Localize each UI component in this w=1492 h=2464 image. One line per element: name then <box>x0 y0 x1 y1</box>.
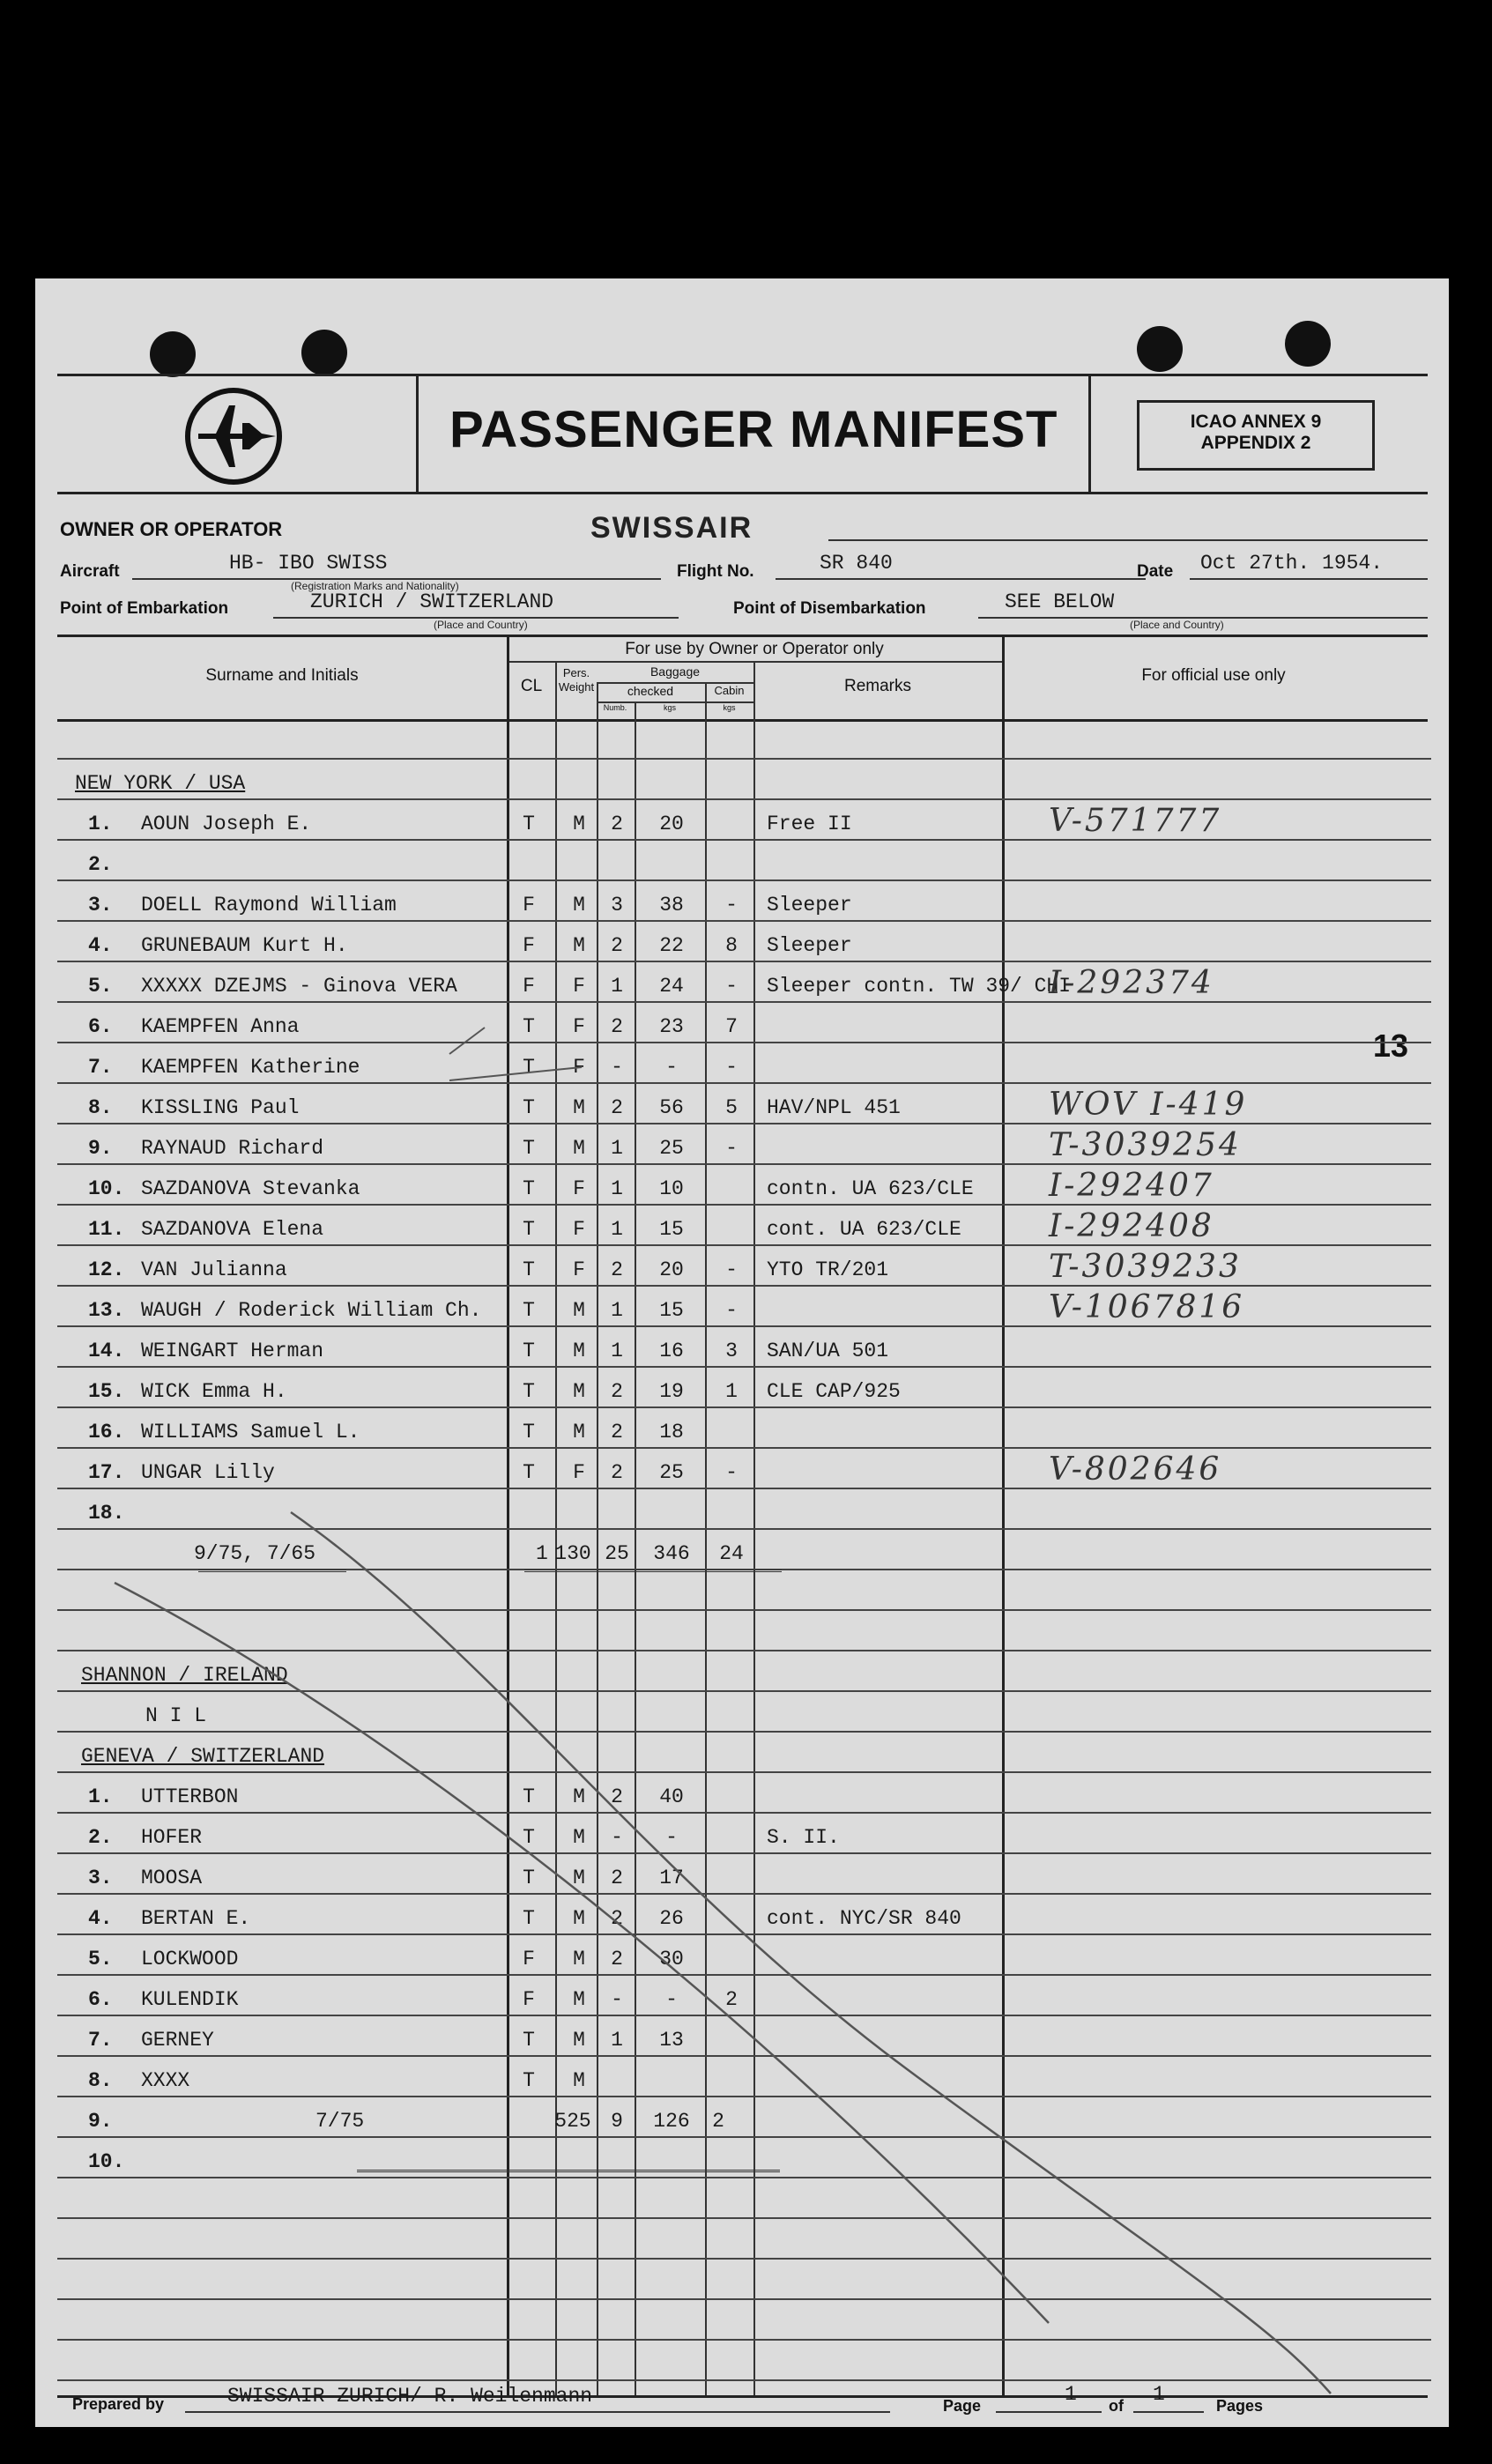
row-number: 8. <box>88 2069 113 2092</box>
baggage-number-cell: 2 <box>611 1096 623 1119</box>
pers-weight-cell: M <box>573 2069 585 2092</box>
baggage-kgs-cell: 17 <box>659 1867 684 1889</box>
row-number: 5. <box>88 975 113 998</box>
passenger-name: SAZDANOVA Stevanka <box>141 1177 360 1200</box>
geneva-total-cb: 2 <box>712 2110 724 2133</box>
cabin-kgs-cell: - <box>725 1461 738 1484</box>
remarks-cell: Sleeper <box>767 894 852 917</box>
passenger-name: KULENDIK <box>141 1988 239 2011</box>
cabin-kgs-cell: 2 <box>725 1988 738 2011</box>
baggage-number-cell: 1 <box>611 1299 623 1322</box>
baggage-number-cell: 1 <box>611 975 623 998</box>
newyork-total-bn: 25 <box>605 1542 629 1565</box>
cabin-kgs-cell: - <box>725 1137 738 1160</box>
newyork-total-cb: 24 <box>719 1542 744 1565</box>
remarks-cell: SAN/UA 501 <box>767 1340 889 1362</box>
pers-weight-cell: M <box>573 934 585 957</box>
baggage-number-cell: 1 <box>611 1218 623 1241</box>
baggage-kgs-cell: 10 <box>659 1177 684 1200</box>
of-label: of <box>1109 2397 1124 2415</box>
class-cell: T <box>523 1258 535 1281</box>
passenger-name: RAYNAUD Richard <box>141 1137 324 1160</box>
baggage-kgs-cell: 56 <box>659 1096 684 1119</box>
baggage-number-cell: 2 <box>611 1015 623 1038</box>
cabin-kgs-cell: 1 <box>725 1380 738 1403</box>
baggage-kgs-cell: 18 <box>659 1421 684 1444</box>
baggage-number-cell: 1 <box>611 1177 623 1200</box>
baggage-number-cell: 2 <box>611 1421 623 1444</box>
class-cell: F <box>523 894 535 917</box>
pers-weight-cell: M <box>573 1096 585 1119</box>
baggage-kgs-cell: - <box>665 1056 678 1079</box>
col-cl: CL <box>520 677 543 695</box>
disembark-label: Point of Disembarkation <box>733 599 926 618</box>
col-cabin: Cabin <box>714 684 745 697</box>
row-number: 18. <box>88 1502 125 1525</box>
icao-line1: ICAO ANNEX 9 <box>1190 412 1322 432</box>
passenger-name: UNGAR Lilly <box>141 1461 275 1484</box>
section-geneva: GENEVA / SWITZERLAND <box>81 1745 325 1768</box>
baggage-number-cell: 2 <box>611 1867 623 1889</box>
aircraft-value: HB- IBO SWISS <box>229 552 388 575</box>
row-number: 15. <box>88 1380 125 1403</box>
row-number: 13. <box>88 1299 125 1322</box>
row-number: 12. <box>88 1258 125 1281</box>
geneva-total-bn: 9 <box>611 2110 623 2133</box>
geneva-total-bk: 126 <box>653 2110 690 2133</box>
cabin-kgs-cell: - <box>725 975 738 998</box>
row-number: 9. <box>88 1137 113 1160</box>
class-cell: T <box>523 1218 535 1241</box>
baggage-number-cell: - <box>611 1988 623 2011</box>
remarks-cell: cont. UA 623/CLE <box>767 1218 961 1241</box>
baggage-number-cell: 1 <box>611 1137 623 1160</box>
col-owner-use: For use by Owner or Operator only <box>625 640 884 658</box>
prepared-label: Prepared by <box>72 2395 165 2413</box>
pers-weight-cell: M <box>573 1299 585 1322</box>
baggage-number-cell: 2 <box>611 1461 623 1484</box>
section-shannon: SHANNON / IRELAND <box>81 1664 288 1687</box>
official-use-cell: I-292374 <box>1049 965 1214 1001</box>
section-newyork: NEW YORK / USA <box>75 772 246 795</box>
pers-weight-cell: M <box>573 2029 585 2052</box>
passenger-name: MOOSA <box>141 1867 203 1889</box>
flight-value: SR 840 <box>820 552 893 575</box>
newyork-total-pw: 130 <box>554 1542 591 1565</box>
row-number: 2. <box>88 853 113 876</box>
remarks-cell: YTO TR/201 <box>767 1258 889 1281</box>
pers-weight-cell: F <box>573 975 585 998</box>
passenger-name: WILLIAMS Samuel L. <box>141 1421 360 1444</box>
row-number: 3. <box>88 894 113 917</box>
pers-weight-cell: M <box>573 1137 585 1160</box>
row-number: 14. <box>88 1340 125 1362</box>
baggage-number-cell: 1 <box>611 1340 623 1362</box>
disembark-value: SEE BELOW <box>1005 590 1115 613</box>
cabin-kgs-cell: 3 <box>725 1340 738 1362</box>
disembark-note: (Place and Country) <box>1130 619 1224 631</box>
remarks-cell: Sleeper <box>767 934 852 957</box>
passenger-name: SAZDANOVA Elena <box>141 1218 324 1241</box>
passenger-name: UTTERBON <box>141 1785 239 1808</box>
baggage-number-cell: 1 <box>611 2029 623 2052</box>
class-cell: T <box>523 1826 535 1849</box>
pers-weight-cell: M <box>573 813 585 835</box>
pers-weight-cell: F <box>573 1015 585 1038</box>
passenger-name: WICK Emma H. <box>141 1380 287 1403</box>
passenger-name: HOFER <box>141 1826 203 1849</box>
baggage-number-cell: 2 <box>611 1948 623 1970</box>
col-pers-weight-1: Pers. <box>562 666 590 679</box>
class-cell: T <box>523 813 535 835</box>
baggage-number-cell: 2 <box>611 813 623 835</box>
baggage-kgs-cell: 24 <box>659 975 684 998</box>
baggage-kgs-cell: 15 <box>659 1218 684 1241</box>
geneva-total-num: 9. <box>88 2110 113 2133</box>
official-use-cell: I-292408 <box>1049 1208 1214 1244</box>
passenger-name: GERNEY <box>141 2029 214 2052</box>
cabin-kgs-cell: - <box>725 894 738 917</box>
pers-weight-cell: M <box>573 1867 585 1889</box>
embark-value: ZURICH / SWITZERLAND <box>310 590 554 613</box>
baggage-kgs-cell: 16 <box>659 1340 684 1362</box>
official-use-cell: I-292407 <box>1049 1168 1214 1204</box>
class-cell: T <box>523 1785 535 1808</box>
baggage-kgs-cell: 38 <box>659 894 684 917</box>
pers-weight-cell: M <box>573 1421 585 1444</box>
pers-weight-cell: F <box>573 1461 585 1484</box>
baggage-kgs-cell: 40 <box>659 1785 684 1808</box>
class-cell: F <box>523 934 535 957</box>
remarks-cell: Free II <box>767 813 852 835</box>
manifest-sheet <box>35 278 1449 2427</box>
pages-label: Pages <box>1216 2397 1264 2415</box>
cabin-kgs-cell: 8 <box>725 934 738 957</box>
col-baggage: Baggage <box>650 664 701 679</box>
row-number: 6. <box>88 1015 113 1038</box>
class-cell: F <box>523 1948 535 1970</box>
diagonal-strike-marks <box>35 278 1449 2427</box>
pers-weight-cell: M <box>573 1988 585 2011</box>
aircraft-note: (Registration Marks and Nationality) <box>291 580 459 592</box>
row-number: 6. <box>88 1988 113 2011</box>
newyork-total-label: 9/75, 7/65 <box>194 1542 316 1565</box>
geneva-total-label: 7/75 <box>315 2110 365 2133</box>
page-label: Page <box>943 2397 982 2415</box>
icao-line2: APPENDIX 2 <box>1200 433 1311 453</box>
flight-label: Flight No. <box>677 562 754 581</box>
passenger-name: KAEMPFEN Katherine <box>141 1056 360 1079</box>
baggage-number-cell: 2 <box>611 1380 623 1403</box>
baggage-kgs-cell: 22 <box>659 934 684 957</box>
baggage-number-cell: 2 <box>611 1785 623 1808</box>
pers-weight-cell: F <box>573 1258 585 1281</box>
page-value: 1 <box>1065 2383 1077 2406</box>
cabin-kgs-cell: - <box>725 1258 738 1281</box>
page-title: PASSENGER MANIFEST <box>449 401 1058 458</box>
passenger-name: AOUN Joseph E. <box>141 813 312 835</box>
cabin-kgs-cell: - <box>725 1299 738 1322</box>
class-cell: F <box>523 975 535 998</box>
col-checked: checked <box>627 684 674 698</box>
baggage-kgs-cell: - <box>665 1826 678 1849</box>
passenger-name: XXXXX DZEJMS - Ginova VERA <box>141 975 457 998</box>
passenger-name: VAN Julianna <box>141 1258 287 1281</box>
passenger-name: GRUNEBAUM Kurt H. <box>141 934 348 957</box>
passenger-name: WEINGART Herman <box>141 1340 324 1362</box>
shannon-nil: N I L <box>145 1704 207 1727</box>
cabin-kgs-cell: 7 <box>725 1015 738 1038</box>
pers-weight-cell: M <box>573 1826 585 1849</box>
class-cell: T <box>523 2069 535 2092</box>
baggage-kgs-cell: 30 <box>659 1948 684 1970</box>
passenger-name: DOELL Raymond William <box>141 894 397 917</box>
cabin-kgs-cell: 5 <box>725 1096 738 1119</box>
class-cell: T <box>523 1340 535 1362</box>
official-use-cell: V-802646 <box>1049 1451 1222 1488</box>
remarks-cell: HAV/NPL 451 <box>767 1096 901 1119</box>
class-cell: T <box>523 2029 535 2052</box>
baggage-number-cell: 2 <box>611 1258 623 1281</box>
pers-weight-cell: M <box>573 1785 585 1808</box>
baggage-number-cell: - <box>611 1056 623 1079</box>
baggage-kgs-cell: 25 <box>659 1461 684 1484</box>
passenger-name: KISSLING Paul <box>141 1096 300 1119</box>
class-cell: T <box>523 1421 535 1444</box>
row-number: 10. <box>88 1177 125 1200</box>
row-number: 11. <box>88 1218 125 1241</box>
row-number: 7. <box>88 1056 113 1079</box>
remarks-cell: cont. NYC/SR 840 <box>767 1907 961 1930</box>
col-remarks: Remarks <box>843 677 911 695</box>
class-cell: T <box>523 1056 535 1079</box>
baggage-kgs-cell: 20 <box>659 813 684 835</box>
baggage-kgs-cell: 23 <box>659 1015 684 1038</box>
baggage-number-cell: 2 <box>611 934 623 957</box>
pers-weight-cell: F <box>573 1177 585 1200</box>
pers-weight-cell: M <box>573 1340 585 1362</box>
class-cell: T <box>523 1177 535 1200</box>
class-cell: T <box>523 1137 535 1160</box>
geneva-total-pw: 525 <box>554 2110 591 2133</box>
official-use-cell: T-3039254 <box>1049 1127 1242 1163</box>
date-value: Oct 27th. 1954. <box>1200 552 1384 575</box>
col-kgs: kgs <box>663 703 676 712</box>
baggage-kgs-cell: 25 <box>659 1137 684 1160</box>
row-number: 17. <box>88 1461 125 1484</box>
row-number: 16. <box>88 1421 125 1444</box>
row-number: 4. <box>88 1907 113 1930</box>
passenger-name: LOCKWOOD <box>141 1948 239 1970</box>
remarks-cell: Sleeper contn. TW 39/ CHI <box>767 975 1072 998</box>
pers-weight-cell: M <box>573 1948 585 1970</box>
owner-label: OWNER OR OPERATOR <box>60 518 283 540</box>
class-cell: T <box>523 1907 535 1930</box>
page-number-stamp: 13 <box>1373 1028 1409 1064</box>
class-cell: T <box>523 1096 535 1119</box>
baggage-kgs-cell: 19 <box>659 1380 684 1403</box>
row-number: 8. <box>88 1096 113 1119</box>
official-use-cell: WOV I-419 <box>1049 1087 1248 1123</box>
pers-weight-cell: M <box>573 1380 585 1403</box>
baggage-number-cell: 3 <box>611 894 623 917</box>
class-cell: T <box>523 1015 535 1038</box>
newyork-total-cl: 1 <box>536 1542 548 1565</box>
baggage-kgs-cell: - <box>665 1988 678 2011</box>
col-numb: Numb. <box>603 703 627 712</box>
baggage-kgs-cell: 13 <box>659 2029 684 2052</box>
embark-note: (Place and Country) <box>434 619 528 631</box>
date-label: Date <box>1137 562 1174 581</box>
class-cell: T <box>523 1867 535 1889</box>
baggage-kgs-cell: 26 <box>659 1907 684 1930</box>
row-number: 5. <box>88 1948 113 1970</box>
passenger-name: WAUGH / Roderick William Ch. <box>141 1299 482 1322</box>
pers-weight-cell: M <box>573 1907 585 1930</box>
class-cell: T <box>523 1299 535 1322</box>
passenger-name: BERTAN E. <box>141 1907 251 1930</box>
passenger-name: XXXX <box>141 2069 190 2092</box>
owner-value: SWISSAIR <box>590 511 753 545</box>
baggage-kgs-cell: 20 <box>659 1258 684 1281</box>
prepared-value: SWISSAIR ZURICH/ R. Weilenmann <box>227 2385 593 2408</box>
newyork-total-bk: 346 <box>653 1542 690 1565</box>
pers-weight-cell: F <box>573 1218 585 1241</box>
row-number: 7. <box>88 2029 113 2052</box>
class-cell: T <box>523 1380 535 1403</box>
col-surname: Surname and Initials <box>205 666 359 685</box>
pages-value: 1 <box>1153 2383 1165 2406</box>
official-use-cell: V-571777 <box>1049 803 1222 839</box>
official-use-cell: V-1067816 <box>1049 1289 1245 1325</box>
baggage-number-cell: - <box>611 1826 623 1849</box>
geneva-row-num-10: 10. <box>88 2150 125 2173</box>
class-cell: F <box>523 1988 535 2011</box>
row-number: 3. <box>88 1867 113 1889</box>
pers-weight-cell: F <box>573 1056 585 1079</box>
class-cell: T <box>523 1461 535 1484</box>
row-number: 4. <box>88 934 113 957</box>
passenger-name: KAEMPFEN Anna <box>141 1015 300 1038</box>
row-number: 1. <box>88 813 113 835</box>
remarks-cell: S. II. <box>767 1826 840 1849</box>
official-use-cell: T-3039233 <box>1049 1249 1242 1285</box>
col-official: For official use only <box>1141 666 1286 685</box>
pers-weight-cell: M <box>573 894 585 917</box>
cabin-kgs-cell: - <box>725 1056 738 1079</box>
baggage-number-cell: 2 <box>611 1907 623 1930</box>
remarks-cell: contn. UA 623/CLE <box>767 1177 974 1200</box>
col-cabin-kgs: kgs <box>723 703 736 712</box>
col-pers-weight-2: Weight <box>558 680 595 694</box>
row-number: 1. <box>88 1785 113 1808</box>
embark-label: Point of Embarkation <box>60 599 229 618</box>
baggage-kgs-cell: 15 <box>659 1299 684 1322</box>
remarks-cell: CLE CAP/925 <box>767 1380 901 1403</box>
row-number: 2. <box>88 1826 113 1849</box>
aircraft-label: Aircraft <box>60 562 120 581</box>
